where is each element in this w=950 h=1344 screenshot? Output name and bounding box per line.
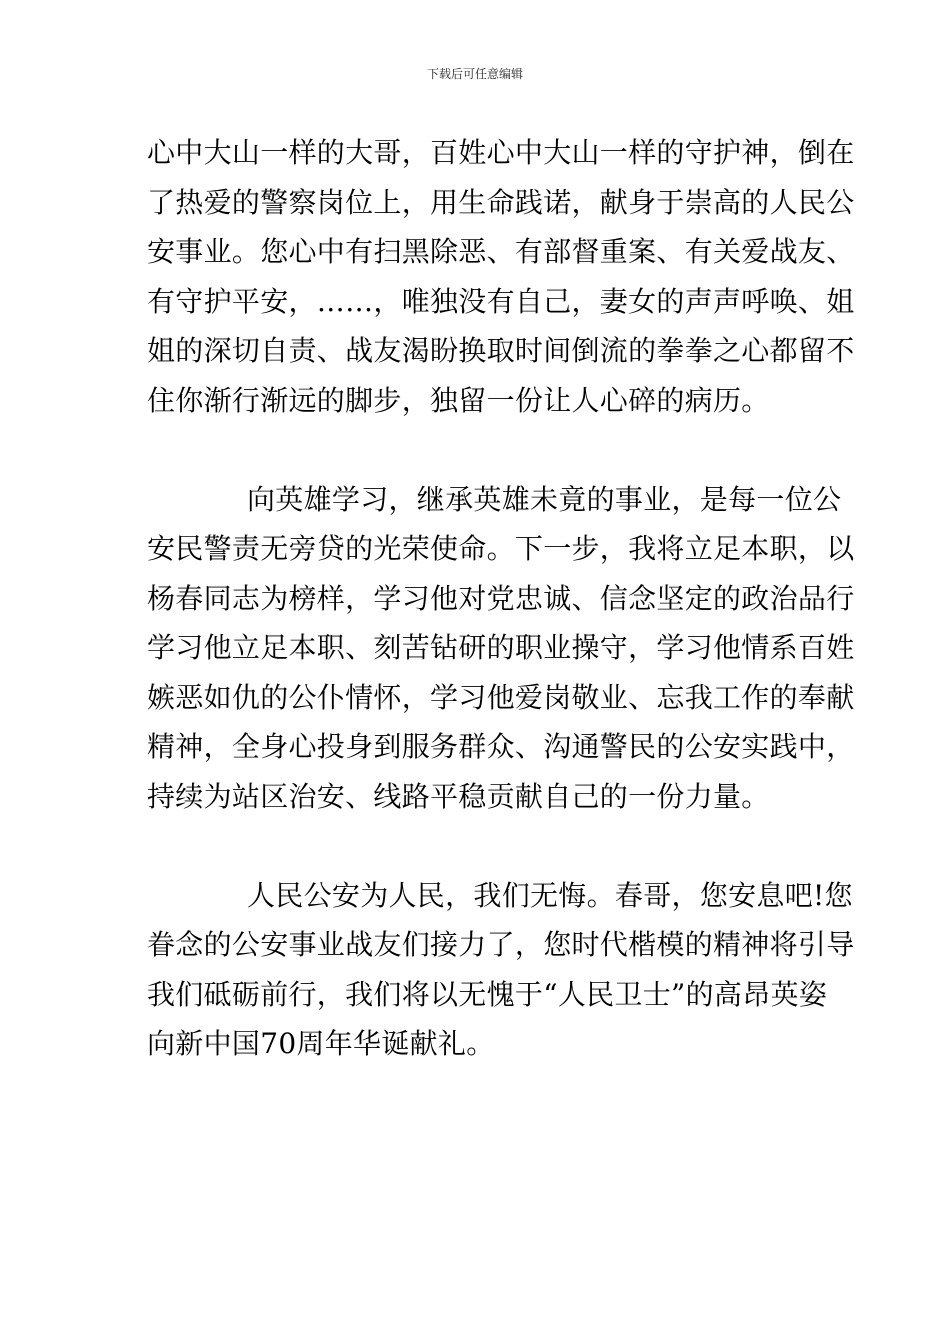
- text-line: 心中大山一样的大哥，百姓心中大山一样的守护神，倒在: [147, 136, 855, 169]
- text-line: 眷念的公安事业战友们接力了，您时代楷模的精神将引导: [147, 928, 855, 961]
- text-line: 了热爱的警察岗位上，用生命践诺，献身于崇高的人民公: [147, 185, 855, 219]
- text-line: 安民警责无旁贷的光荣使命。下一步，我将立足本职，以: [147, 532, 855, 565]
- paragraph-3: [147, 871, 855, 1069]
- text-line: 有守护平安，……，唯独没有自己，妻女的声声呼唤、姐: [147, 284, 855, 318]
- paragraph-2: [147, 475, 855, 822]
- text-line: 嫉恶如仇的公仆情怀，学习他爱岗敬业、忘我工作的奉献: [147, 680, 855, 714]
- text-line: 持续为站区治安、线路平稳贡献自己的一份力量。: [147, 779, 770, 813]
- text-line: 人民公安为人民，我们无悔。春哥，您安息吧!您: [247, 878, 853, 912]
- paragraph-spacer: [147, 425, 812, 475]
- text-line: 向新中国70周年华诞献礼。: [147, 1027, 495, 1060]
- text-line: 住你渐行渐远的脚步，独留一份让人心碎的病历。: [147, 383, 770, 417]
- paragraph-spacer: [147, 821, 812, 871]
- text-line: 精神，全身心投身到服务群众、沟通警民的公安实践中，: [147, 730, 855, 763]
- text-line: 姐的深切自责、战友渴盼换取时间倒流的拳拳之心都留不: [147, 334, 855, 367]
- text-line: 安事业。您心中有扫黑除恶、有部督重案、有关爱战友、: [147, 235, 855, 268]
- text-line: 我们砥砺前行，我们将以无愧于“人民卫士”的高昂英姿: [147, 977, 828, 1011]
- page-header: 下载后可任意编辑: [426, 67, 523, 81]
- text-line: 向英雄学习，继承英雄未竟的事业，是每一位公: [247, 482, 842, 516]
- text-line: 杨春同志为榜样，学习他对党忠诚、信念坚定的政治品行: [147, 581, 855, 615]
- text-line: 学习他立足本职、刻苦钻研的职业操守，学习他情系百姓: [147, 631, 855, 664]
- document-body: [147, 128, 855, 1069]
- paragraph-1: [147, 128, 855, 425]
